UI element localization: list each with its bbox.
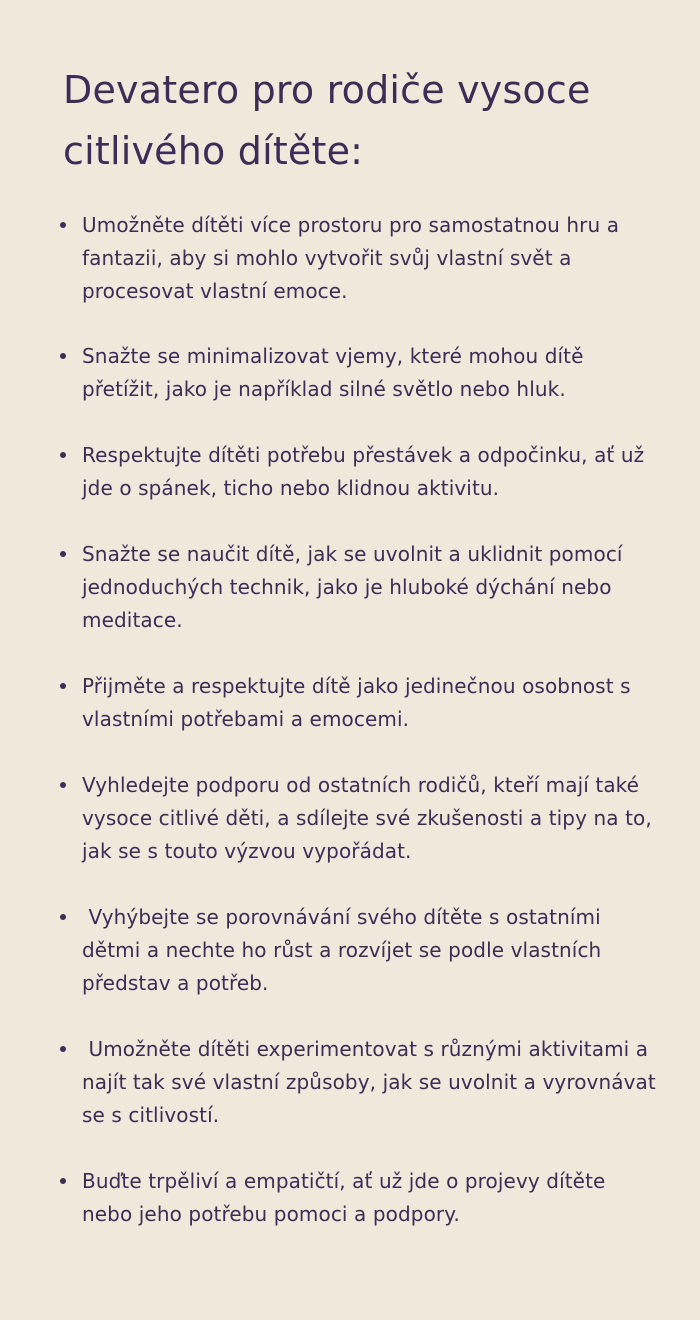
bullet-icon xyxy=(60,914,66,920)
list-item xyxy=(60,538,660,637)
list-item-text: Umožněte dítěti experimentovat s různými aktivitami a najít tak své vlastní způsoby, jak se uvolnit a vyrovnávat se s citlivostí. xyxy=(82,1037,663,1127)
bullet-icon xyxy=(60,452,66,458)
bullet-icon xyxy=(60,353,66,359)
bullet-icon xyxy=(60,551,66,557)
list-item xyxy=(60,769,660,868)
list-item xyxy=(60,901,660,1000)
list-item-text: Umožněte dítěti více prostoru pro samostatnou hru a fantazii, aby si mohlo vytvořit svůj vlastní svět a procesovat vlastní emoce. xyxy=(82,213,626,303)
bullet-icon xyxy=(60,222,66,228)
list-item xyxy=(60,1165,660,1231)
list-item-text: Přijměte a respektujte dítě jako jedinečnou osobnost s vlastními potřebami a emocemi. xyxy=(82,674,638,731)
list-item-text: Buďte trpěliví a empatičtí, ať už jde o projevy dítěte nebo jeho potřebu pomoci a podpory. xyxy=(82,1169,612,1226)
list-item xyxy=(60,1033,663,1132)
bullet-icon xyxy=(60,683,66,689)
list-item-text: Vyhledejte podporu od ostatních rodičů, kteří mají také vysoce citlivé děti, a sdílejte své zkušenosti a tipy na to, jak se s touto výzvou vypořádat. xyxy=(82,773,659,863)
list-item xyxy=(60,670,660,736)
list-item-text: Snažte se naučit dítě, jak se uvolnit a uklidnit pomocí jednoduchých technik, jako je hluboké dýchání nebo meditace. xyxy=(82,542,630,632)
list-item-text: Vyhýbejte se porovnávání svého dítěte s ostatními dětmi a nechte ho růst a rozvíjet se podle vlastních představ a potřeb. xyxy=(82,905,608,995)
page-title: Devatero pro rodiče vysoce citlivého dítěte: xyxy=(63,68,591,173)
list-item xyxy=(60,439,660,505)
bullet-icon xyxy=(60,1178,66,1184)
list-item-text: Respektujte dítěti potřebu přestávek a odpočinku, ať už jde o spánek, ticho nebo klidnou aktivitu. xyxy=(82,443,651,500)
bullet-icon xyxy=(60,1046,66,1052)
list-item xyxy=(60,209,660,308)
list-item-text: Snažte se minimalizovat vjemy, které mohou dítě přetížit, jako je například silné světlo nebo hluk. xyxy=(82,344,590,401)
list-item xyxy=(60,340,660,406)
bullet-icon xyxy=(60,782,66,788)
